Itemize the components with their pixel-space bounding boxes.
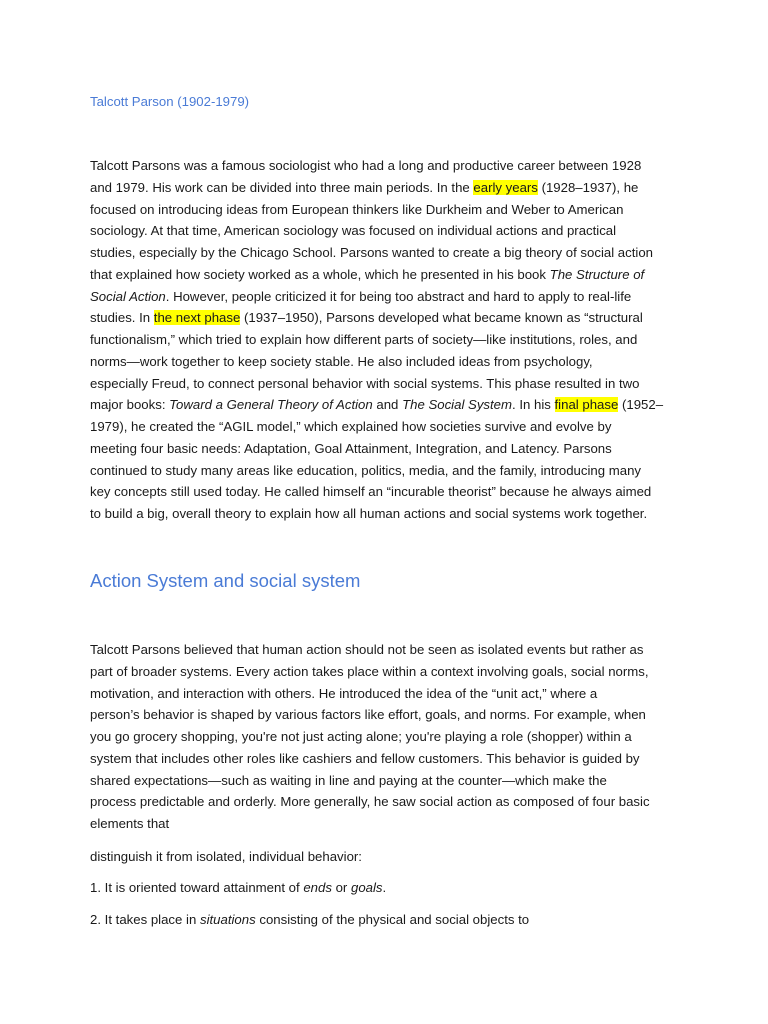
text-line: [90, 419, 611, 435]
text-line: [90, 484, 651, 500]
text-line: [90, 223, 616, 239]
text-line: [90, 158, 641, 174]
text-line: [90, 794, 650, 810]
italic-text: ends: [303, 880, 332, 895]
text-segment: Talcott Parsons was a famous sociologist who had a long and productive career between 1928: [90, 158, 642, 173]
text-segment: elements that: [90, 816, 170, 831]
text-segment: and: [372, 397, 403, 413]
text-line: [90, 642, 644, 658]
text-segment: especially Freud, to connect personal behavior with social systems. This phase resulted in two: [90, 375, 640, 391]
text-segment: focused on introducing ideas from European thinkers like Durkheim and Weber to American: [90, 201, 624, 217]
text-segment: you go grocery shopping, you're not just acting alone; you're playing a role (shopper) within a: [90, 729, 632, 744]
text-segment: key concepts still used today. He called himself an “incurable theorist” because he always aimed: [90, 484, 652, 500]
text-segment: norms—work together to keep society stable. He also included ideas from psychology,: [90, 353, 593, 369]
text-line: [90, 816, 169, 832]
text-line: [90, 441, 612, 457]
text-segment: major books:: [90, 397, 170, 413]
text-segment: (1928–1937), he: [537, 179, 639, 195]
document-title: Talcott Parson (1902-1979): [90, 94, 250, 109]
text-segment: motivation, and interaction with others. He introduced the idea of the “unit act,” where a: [90, 685, 598, 701]
text-line: [90, 463, 641, 479]
italic-text: Toward a General Theory of Action: [169, 397, 373, 413]
text-segment: and 1979. His work can be divided into three main periods. In the: [90, 179, 474, 195]
italic-text: goals: [350, 880, 383, 895]
text-segment: that explained how society worked as a whole, which he presented in his book: [90, 266, 550, 282]
text-segment: consisting of the physical and social objects to: [255, 912, 530, 927]
text-segment: distinguish it from isolated, individual behavior:: [90, 849, 362, 864]
section-heading: Action System and social system: [90, 570, 361, 591]
text-segment: 2. It takes place in: [90, 912, 200, 927]
text-line: [90, 202, 623, 218]
text-segment: .: [382, 880, 387, 895]
text-line: [90, 310, 643, 326]
italic-text: The Structure of: [549, 266, 645, 282]
text-line: [90, 354, 593, 370]
text-line: [90, 751, 640, 767]
text-segment: to build a big, overall theory to explain how all human actions and social systems work together.: [90, 506, 648, 521]
italic-text: Social Action: [90, 288, 166, 304]
text-line: [90, 267, 644, 283]
text-segment: system that includes other roles like cashiers and fellow customers. This behavior is guided by: [90, 750, 640, 766]
text-segment: studies, especially by the Chicago School. Parsons wanted to create a big theory of social action: [90, 245, 653, 260]
text-segment: (1937–1950), Parsons developed what became known as “structural: [240, 310, 643, 326]
text-line: [90, 332, 637, 348]
text-line: [90, 245, 653, 261]
text-segment: . In his: [512, 397, 555, 413]
text-line: [90, 376, 640, 392]
text-segment: person’s behavior is shaped by various factors like effort, goals, and norms. For example, when: [90, 707, 646, 723]
text-segment: part of broader systems. Every action takes place within a context involving goals, social norms,: [90, 663, 649, 679]
text-segment: studies. In: [90, 310, 154, 326]
text-segment: continued to study many areas like education, politics, media, and the family, introducing many: [90, 462, 641, 478]
italic-text: situations: [199, 912, 256, 927]
highlighted-text: early years: [473, 179, 538, 195]
text-segment: shared expectations—such as waiting in line and paying at the counter—which make the: [90, 772, 607, 788]
highlighted-text: final phase: [554, 397, 619, 413]
text-line: [90, 707, 646, 723]
text-segment: (1952–: [618, 397, 664, 413]
text-line: [90, 506, 647, 522]
text-line: [90, 664, 649, 680]
italic-text: The Social System: [402, 397, 512, 413]
text-segment: or: [331, 880, 351, 895]
text-segment: 1. It is oriented toward attainment of: [90, 880, 304, 895]
text-line: [90, 289, 631, 305]
text-line: [90, 912, 529, 928]
text-segment: sociology. At that time, American sociology was focused on individual actions and practical: [90, 223, 617, 239]
text-segment: . However, people criticized it for being too abstract and hard to apply to real-life: [165, 288, 632, 304]
text-segment: process predictable and orderly. More generally, he saw social action as composed of four basic: [90, 794, 650, 810]
text-line: [90, 773, 607, 789]
text-segment: Talcott Parsons believed that human action should not be seen as isolated events but rather as: [90, 642, 644, 657]
text-line: [90, 880, 386, 896]
text-segment: functionalism,” which tried to explain how different parts of society—like institutions, roles, and: [90, 332, 638, 347]
text-segment: 1979), he created the “AGIL model,” which explained how societies survive and evolve by: [90, 419, 612, 434]
text-line: [90, 397, 663, 413]
text-line: [90, 849, 362, 865]
text-line: [90, 180, 638, 196]
text-segment: meeting four basic needs: Adaptation, Goal Attainment, Integration, and Latency. Parsons: [90, 440, 612, 456]
text-line: [90, 729, 632, 745]
text-line: [90, 686, 597, 702]
highlighted-text: the next phase: [153, 310, 241, 326]
